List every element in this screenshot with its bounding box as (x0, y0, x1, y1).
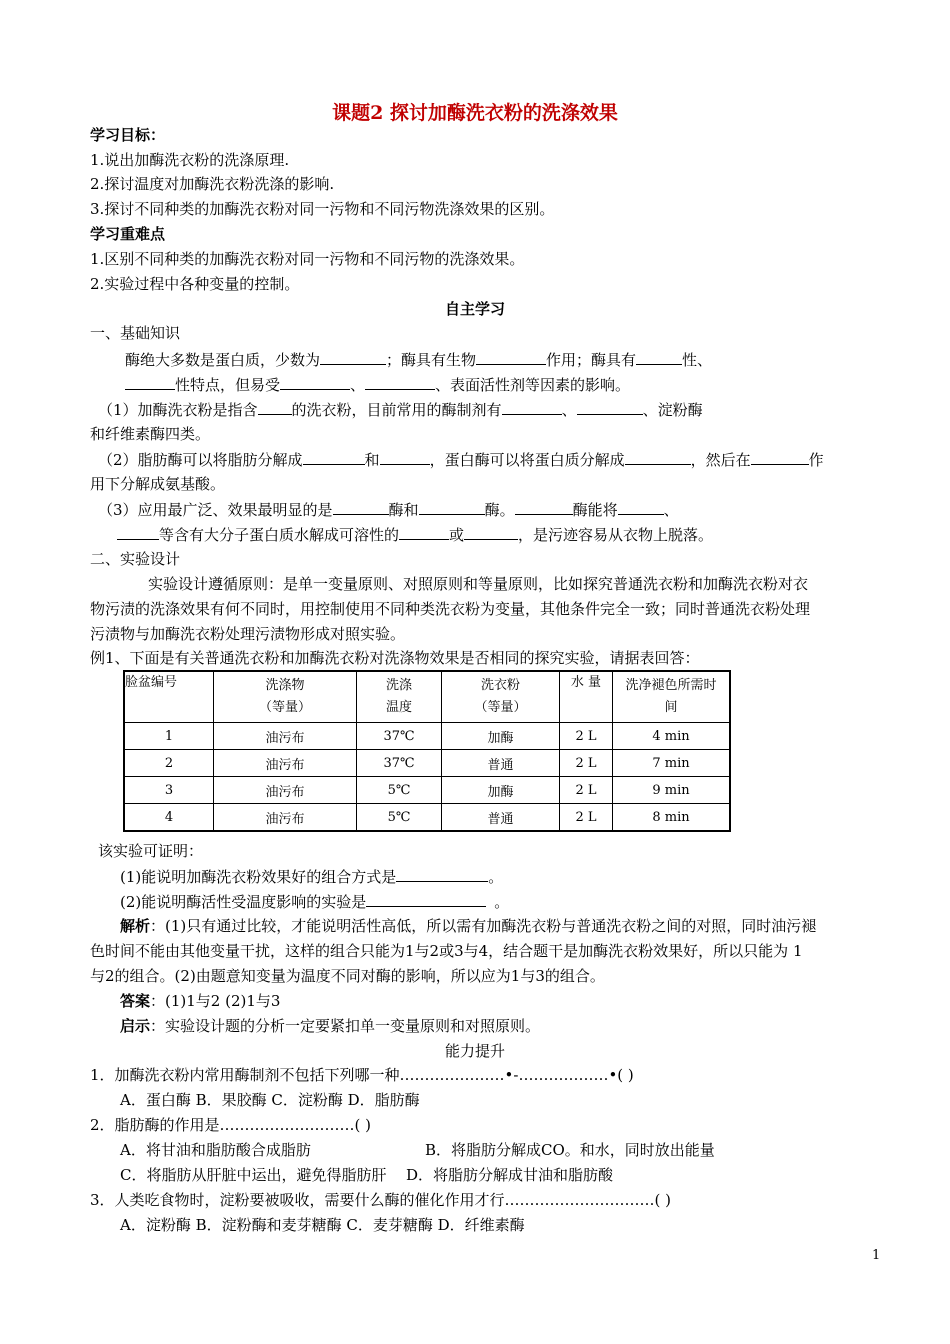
option-b: B．将脂肪分解成CO。和水，同时放出能量 (425, 1141, 715, 1159)
table-row: 3 油污布 5℃ 加酶 2 L 9 min (124, 777, 730, 804)
section-experiment-design: 二、实验设计 (90, 550, 181, 568)
question-3-cont: 等含有大分子蛋白质水解成可溶性的 或 ，是污迹容易从衣物上脱落。 (117, 523, 713, 546)
table-header-row (124, 671, 730, 723)
fill-paragraph-1: 酶绝大多数是蛋白质，少数为 ；酶具有生物 作用；酶具有 性、 (125, 348, 712, 371)
key-point-item: 1.区别不同种类的加酶洗衣粉对同一污物和不同污物的洗涤效果。 (90, 250, 525, 268)
design-text: 污渍物与加酶洗衣粉处理污渍物形成对照实验。 (90, 625, 406, 643)
self-study-heading: 自主学习 (444, 300, 505, 318)
table-header-cell: 洗衣粉 （等量） (442, 671, 560, 723)
example-1: 例1、下面是有关普通洗衣粉和加酶洗衣粉对洗涤物效果是否相同的探究实验，请据表回答： (90, 649, 700, 667)
section-basic-knowledge: 一、基础知识 (90, 324, 181, 342)
ability-question-3: 3．人类吃食物时，淀粉要被吸收，需要什么酶的催化作用才行…………………………( ) (90, 1191, 672, 1209)
table-header-cell: 洗涤物 （等量） (214, 671, 357, 723)
table-header-cell: 水 量 (560, 671, 613, 723)
proof-question-1: (1)能说明加酶洗衣粉效果好的组合方式是 。 (120, 865, 503, 888)
goals-heading: 学习目标： (90, 126, 166, 144)
ability-heading: 能力提升 (444, 1042, 505, 1060)
ability-question-1: 1．加酶洗衣粉内常用酶制剂不包括下列哪一种…………………•-………………•( ) (90, 1066, 634, 1084)
question-2-cont: 用下分解成氨基酸。 (90, 475, 226, 493)
question-3: （3）应用最广泛、效果最明显的是 酶和 酶。 酶能将 、 (98, 498, 679, 521)
design-text: 物污渍的洗涤效果有何不同时，用控制使用不同种类洗衣粉为变量，其他条件完全一致；同时普通洗衣粉处理 (90, 600, 811, 618)
experiment-table (123, 670, 731, 832)
table-header-cell: 洗涤 温度 (357, 671, 442, 723)
goal-item: 3.探讨不同种类的加酶洗衣粉对同一污物和不同污物洗涤效果的区别。 (90, 200, 555, 218)
key-point-item: 2.实验过程中各种变量的控制。 (90, 275, 300, 293)
option-c: C．将脂肪从肝脏中运出，避免得脂肪肝 (120, 1166, 387, 1184)
question-1-cont: 和纤维素酶四类。 (90, 425, 211, 443)
table-row: 2 油污布 37℃ 普通 2 L 7 min (124, 750, 730, 777)
goal-item: 2.探讨温度对加酶洗衣粉洗涤的影响. (90, 175, 335, 193)
analysis: 解析：(1)只有通过比较，才能说明活性高低，所以需有加酶洗衣粉与普通洗衣粉之间的对照，同时油污褪 (120, 917, 817, 935)
table-row: 1 油污布 37℃ 加酶 2 L 4 min (124, 723, 730, 750)
hint: 启示：实验设计题的分析一定要紧扣单一变量原则和对照原则。 (120, 1017, 541, 1035)
table-row: 4 油污布 5℃ 普通 2 L 8 min (124, 804, 730, 832)
goal-item: 1.说出加酶洗衣粉的洗涤原理. (90, 151, 290, 169)
design-text: 实验设计遵循原则：是单一变量原则、对照原则和等量原则，比如探究普通洗衣粉和加酶洗衣粉对衣 (148, 575, 809, 593)
option-a: A．将甘油和脂肪酸合成脂肪 (120, 1141, 311, 1159)
analysis-cont: 与2的组合。(2)由题意知变量为温度不同对酶的影响，所以应为1与3的组合。 (90, 967, 605, 985)
question-2: （2）脂肪酶可以将脂肪分解成 和 ，蛋白酶可以将蛋白质分解成 ，然后在 作 (98, 448, 824, 471)
ability-question-3-options: A．淀粉酶 B．淀粉酶和麦芽糖酶 C．麦芽糖酶 D．纤维素酶 (120, 1216, 525, 1234)
table-header-cell: 洗净褪色所需时 间 (613, 671, 731, 723)
proof-question-2: (2)能说明酶活性受温度影响的实验是 。 (120, 890, 509, 913)
key-points-heading: 学习重难点 (90, 225, 166, 243)
proof-intro: 该实验可证明： (98, 842, 204, 860)
ability-question-1-options: A．蛋白酶 B．果胶酶 C．淀粉酶 D．脂肪酶 (120, 1091, 420, 1109)
ability-question-2: 2．脂肪酶的作用是………………………( ) (90, 1116, 372, 1134)
answer: 答案：(1)1与2 (2)1与3 (120, 992, 281, 1010)
question-1: （1）加酶洗衣粉是指含 的洗衣粉，目前常用的酶制剂有 、 、淀粉酶 (98, 398, 703, 421)
page-title: 课题2 探讨加酶洗衣粉的洗涤效果 (332, 102, 618, 124)
page-number: 1 (872, 1248, 881, 1263)
analysis-cont: 色时间不能由其他变量干扰，这样的组合只能为1与2或3与4，结合题干是加酶洗衣粉效果好，所以只能为 1 (90, 942, 803, 960)
fill-paragraph-2: 性特点，但易受 、 、表面活性剂等因素的影响。 (125, 373, 630, 396)
table-header-cell: 脸盆编号 (124, 671, 214, 723)
option-d: D．将脂肪分解成甘油和脂肪酸 (406, 1166, 614, 1184)
